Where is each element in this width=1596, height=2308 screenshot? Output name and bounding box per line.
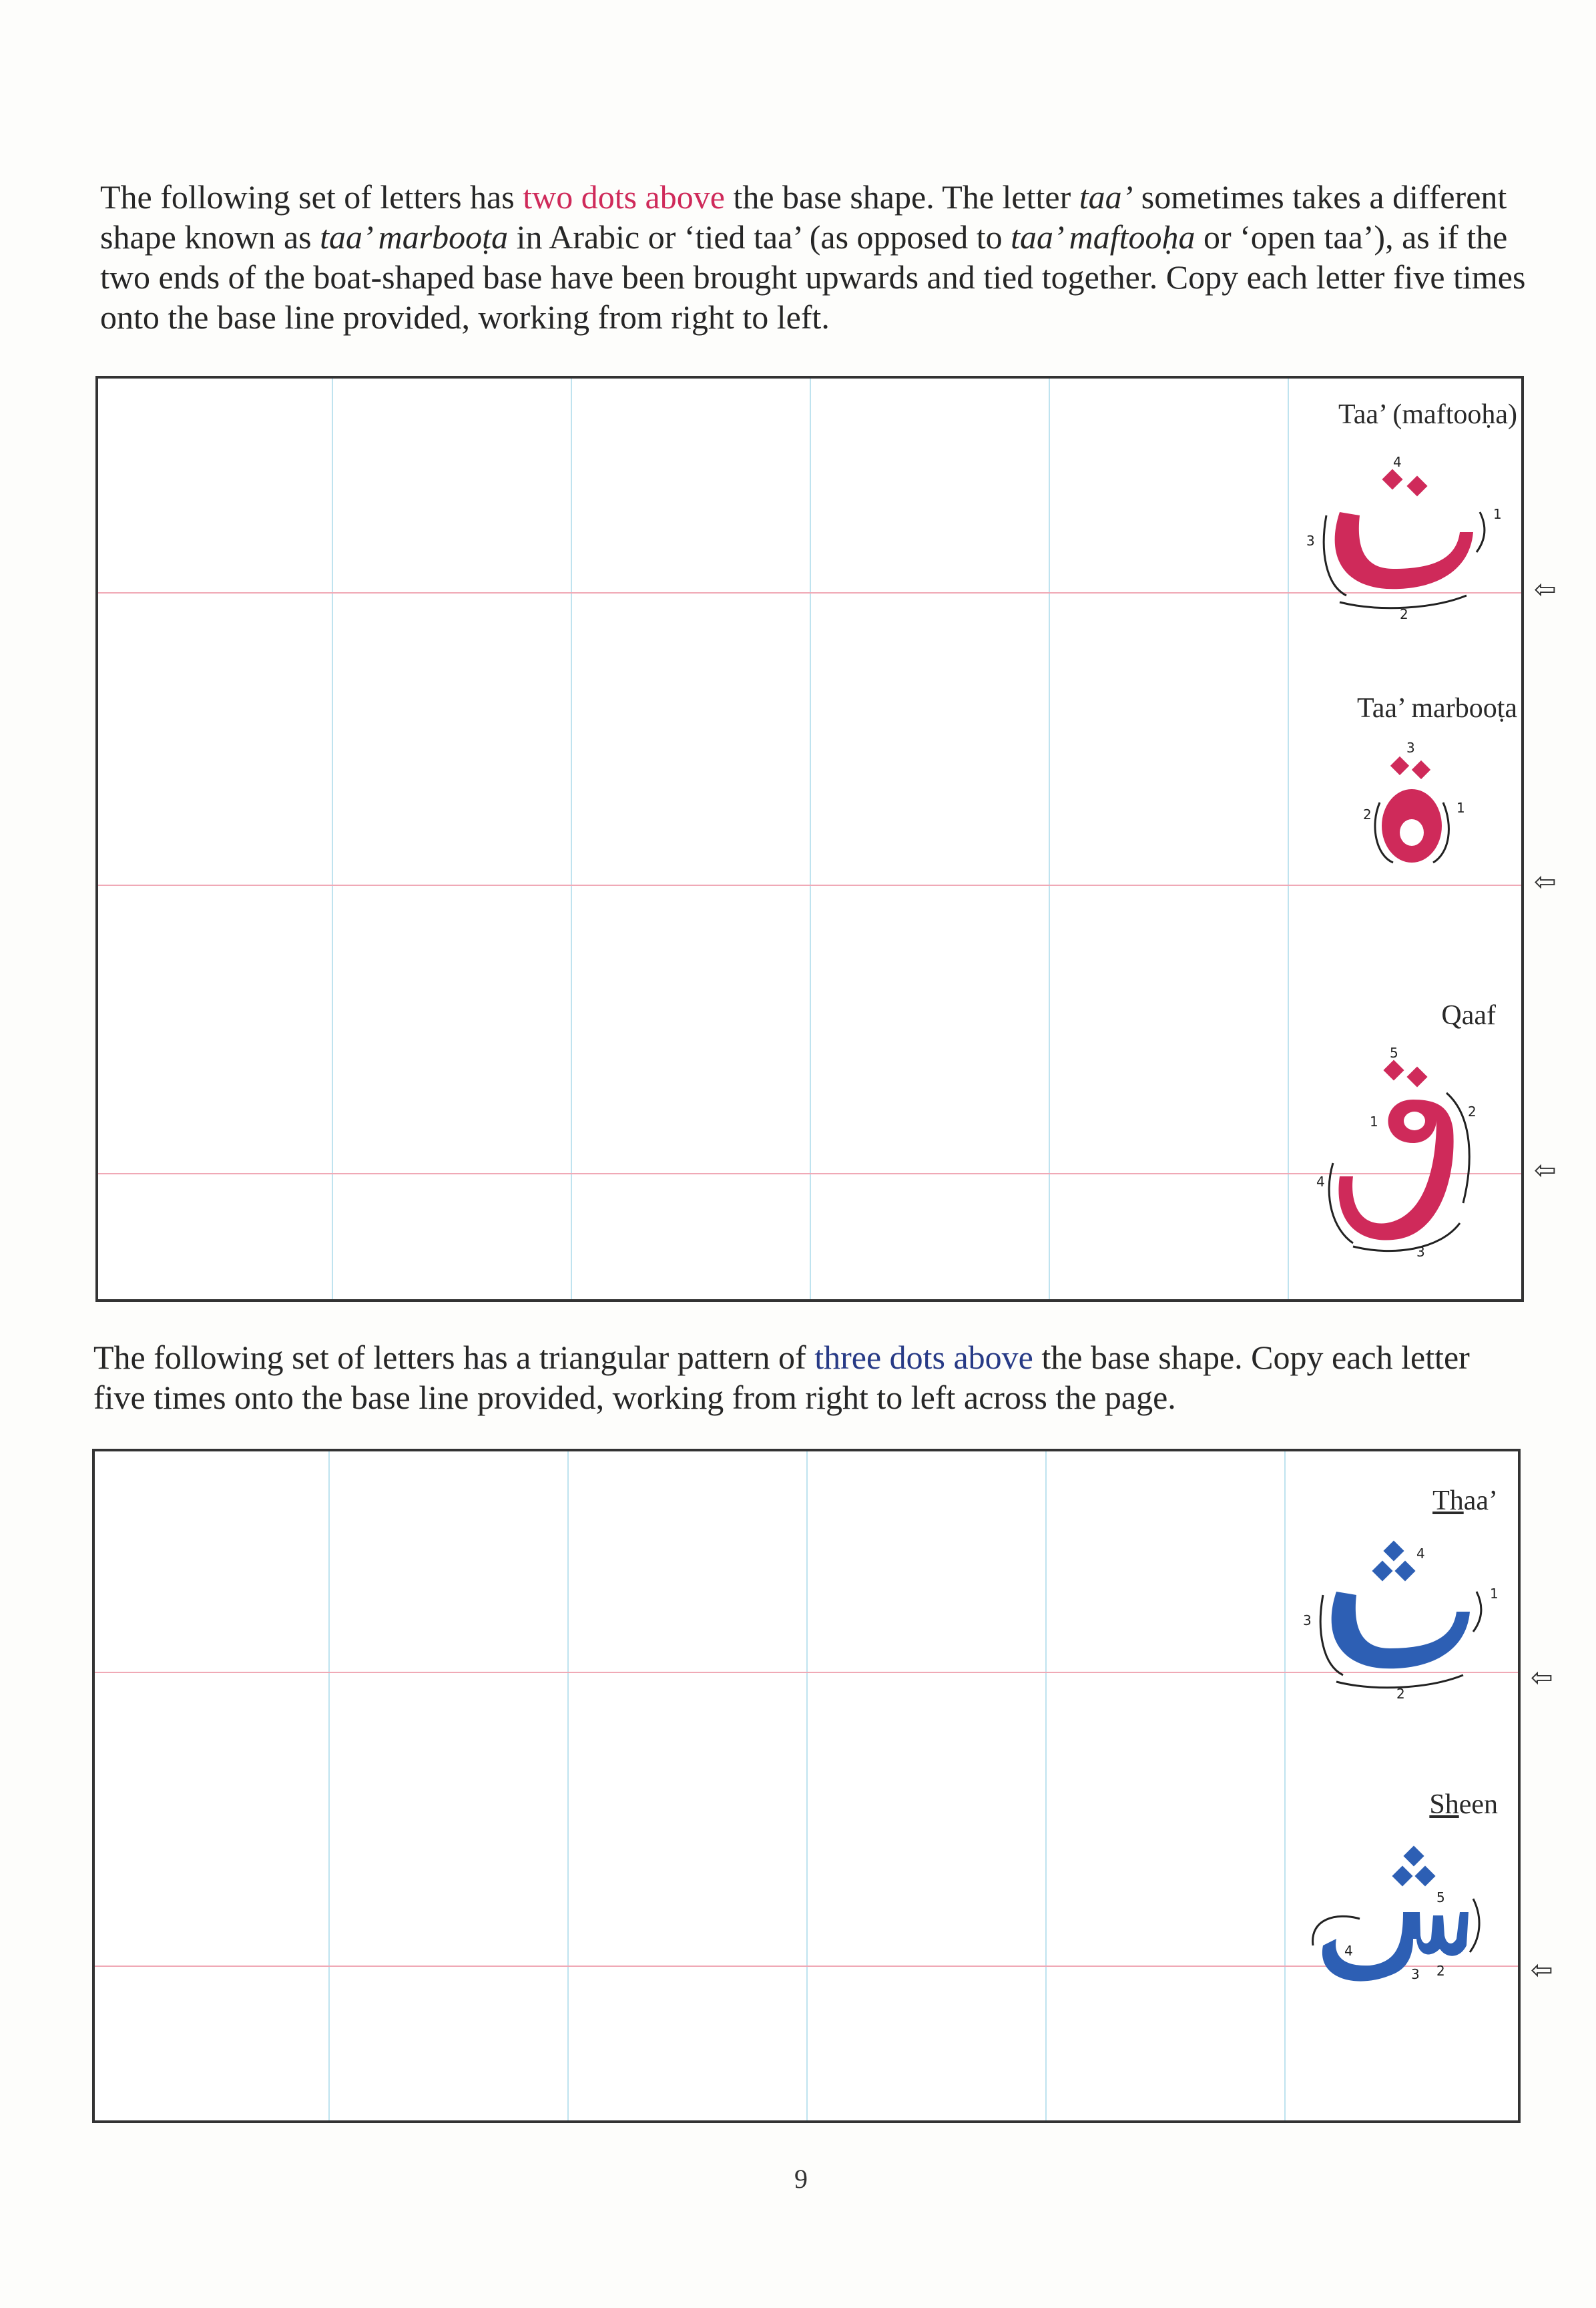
practice-grid-three-dots (92, 1449, 1521, 2123)
left-arrow-icon: ⇦ (1531, 1662, 1553, 1693)
letter-label-qaaf: Qaaf (1441, 1000, 1496, 1031)
svg-text:4: 4 (1393, 454, 1402, 470)
svg-text:2: 2 (1400, 606, 1408, 622)
left-arrow-icon: ⇦ (1534, 867, 1557, 897)
grid-column-line (332, 379, 333, 1299)
grid-column-line (1288, 379, 1289, 1299)
svg-text:3: 3 (1406, 740, 1415, 756)
letter-label-taa-maftooha: Taa’ (maftooḥa) (1338, 399, 1517, 430)
grid-column-line (806, 1451, 808, 2120)
grid-column-line (328, 1451, 330, 2120)
svg-text:2: 2 (1396, 1686, 1405, 1702)
svg-text:4: 4 (1416, 1546, 1425, 1562)
svg-text:3: 3 (1303, 1612, 1312, 1628)
left-arrow-icon: ⇦ (1534, 574, 1557, 605)
highlight-three-dots-above: three dots above (814, 1339, 1033, 1376)
svg-text:5: 5 (1436, 1889, 1445, 1905)
letter-label-taa-marboota: Taa’ marbooṭa (1357, 693, 1517, 724)
left-arrow-icon: ⇦ (1531, 1955, 1553, 1986)
practice-grid-two-dots (95, 376, 1524, 1302)
page-number: 9 (794, 2164, 808, 2194)
svg-text:3: 3 (1411, 1966, 1420, 1982)
svg-text:3: 3 (1306, 533, 1315, 549)
qaaf-glyph-icon (1313, 1043, 1487, 1260)
intro-paragraph-three-dots: The following set of letters has a triangular pattern of three dots above the base shape. Copy each letter five times onto the base line provided, working from right to left across the page. (93, 1339, 1470, 1416)
grid-column-line (571, 379, 572, 1299)
svg-text:2: 2 (1436, 1963, 1445, 1979)
svg-text:2: 2 (1363, 806, 1372, 823)
svg-text:4: 4 (1344, 1943, 1353, 1959)
grid-column-line (1284, 1451, 1286, 2120)
base-line (98, 1173, 1521, 1174)
taa-marboota-glyph-icon (1353, 739, 1473, 886)
svg-text:1: 1 (1493, 506, 1502, 522)
letter-label-thaa: Thaa’ (1432, 1485, 1498, 1516)
svg-text:1: 1 (1456, 800, 1465, 816)
intro-paragraph-two-dots: The following set of letters has two dots above the base shape. The letter taa’ sometimes takes a different shape known as taa’ marbooṭa in Arabic or ‘tied taa’ (as opposed to taa’ maftooḥa or ‘open taa’), as if the two ends of the boat-shaped base have been brought upwards and tied together. Copy each letter five times onto the base line provided, working from right to left. (100, 178, 1526, 336)
svg-text:3: 3 (1416, 1244, 1425, 1260)
highlight-two-dots-above: two dots above (523, 178, 725, 216)
left-arrow-icon: ⇦ (1534, 1155, 1557, 1186)
grid-column-line (1049, 379, 1050, 1299)
base-line (98, 885, 1521, 886)
taa-maftooha-glyph-icon (1300, 452, 1502, 622)
thaa-glyph-icon (1296, 1532, 1499, 1702)
svg-text:1: 1 (1490, 1586, 1499, 1602)
sheen-glyph-icon (1296, 1839, 1497, 1999)
grid-column-line (567, 1451, 569, 2120)
svg-text:2: 2 (1468, 1104, 1477, 1120)
svg-text:5: 5 (1390, 1045, 1398, 1061)
grid-column-line (1045, 1451, 1047, 2120)
grid-column-line (810, 379, 811, 1299)
svg-text:4: 4 (1316, 1174, 1325, 1190)
svg-text:1: 1 (1370, 1114, 1378, 1130)
letter-label-sheen: Sheen (1429, 1789, 1498, 1820)
